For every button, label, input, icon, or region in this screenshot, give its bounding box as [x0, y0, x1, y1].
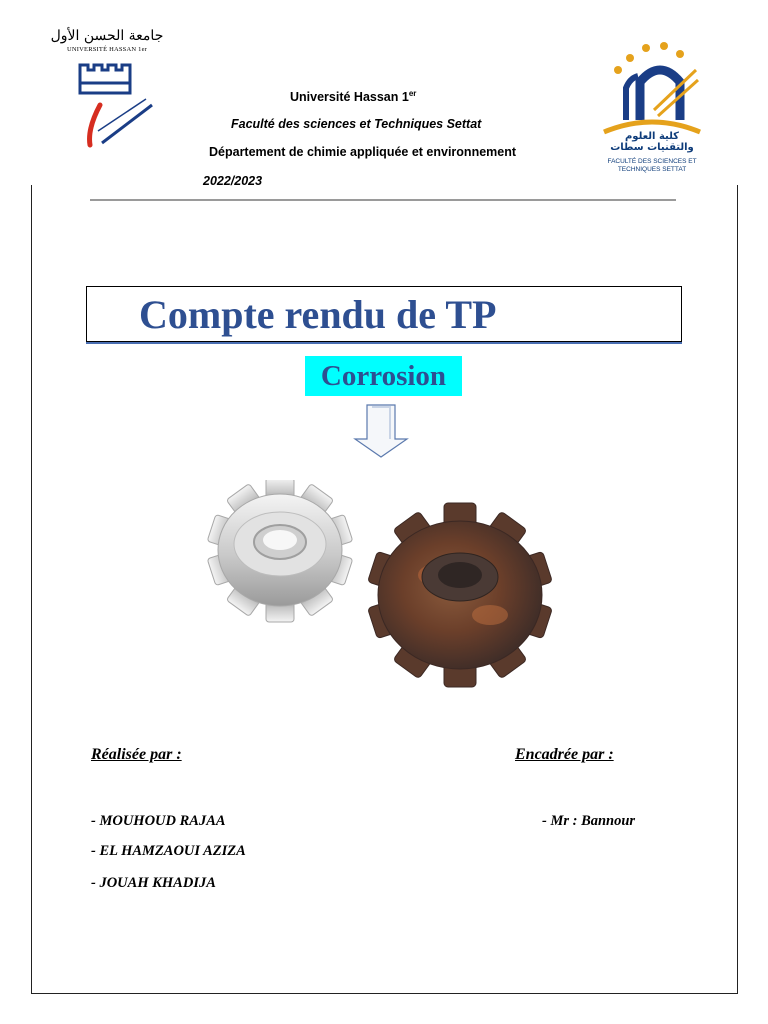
right-logo-latin-text: FACULTÉ DES SCIENCES ET TECHNIQUES SETTAT	[607, 158, 697, 173]
faculty-name: Faculté des sciences et Techniques Settat	[231, 117, 482, 131]
arrow-down-icon	[352, 403, 410, 459]
made-by-label: Réalisée par :	[91, 746, 182, 763]
castle-icon	[80, 65, 130, 93]
title-underline	[86, 342, 682, 344]
subtitle-highlight: Corrosion	[305, 356, 462, 396]
university-logo	[40, 25, 200, 155]
academic-year: 2022/2023	[203, 174, 263, 188]
silver-gear	[207, 480, 353, 622]
header-divider	[90, 199, 676, 201]
supervisor-name: - Mr : Bannour	[542, 813, 636, 829]
page-title: Compte rendu de TP	[139, 292, 497, 337]
right-logo-arabic-text: كلية العلوم والتقنيات سطات	[610, 131, 694, 153]
left-logo-arabic-text: جامعة الحسن الأول	[50, 28, 164, 44]
rusty-gear	[368, 503, 553, 687]
student-name: - JOUAH KHADIJA	[91, 875, 216, 891]
left-logo-latin-text: UNIVERSITÉ HASSAN 1er	[66, 46, 148, 53]
university-name: Université Hassan 1er	[290, 89, 417, 105]
department-name: Département de chimie appliquée et environnement	[209, 145, 517, 159]
student-name: - MOUHOUD RAJAA	[91, 813, 226, 829]
gears-image	[160, 480, 590, 710]
student-name: - EL HAMZAOUI AZIZA	[91, 843, 246, 859]
supervised-by-label: Encadrée par :	[515, 746, 614, 763]
